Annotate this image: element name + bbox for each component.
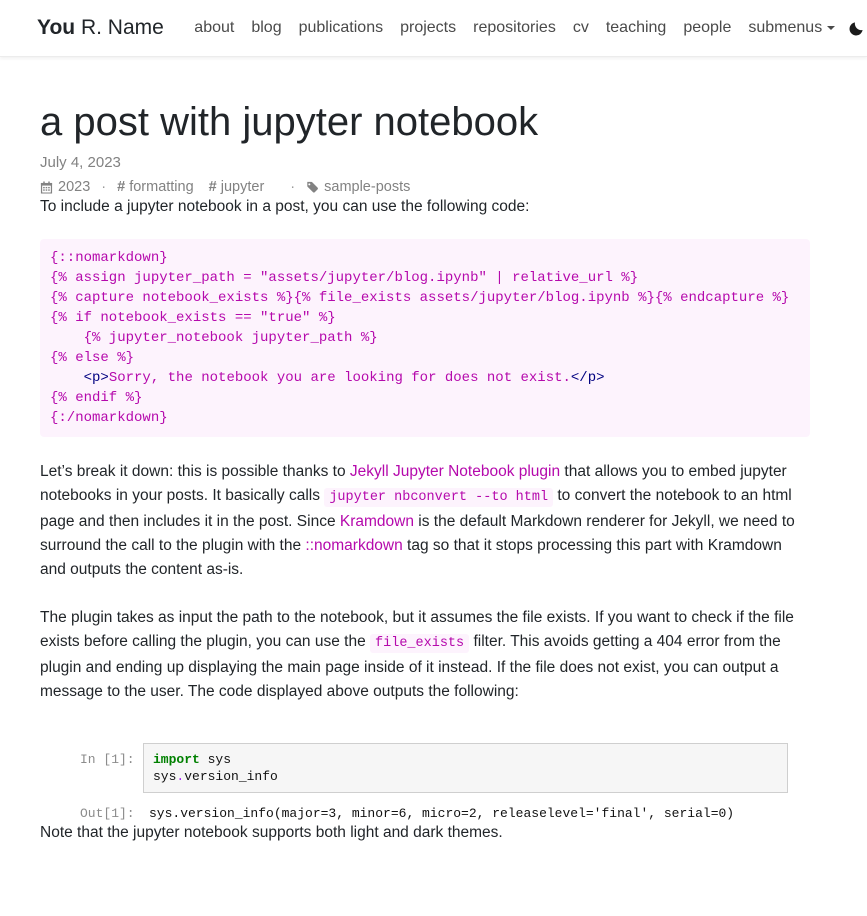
nav-item-teaching[interactable]: teaching (605, 19, 667, 36)
meta-separator: · (101, 179, 107, 195)
code-token: Sorry, the notebook you are looking for does not exist. (108, 370, 571, 386)
nav-menu (186, 13, 844, 43)
code-line (50, 368, 800, 388)
code-token: <p> (83, 370, 109, 386)
code-line (50, 308, 800, 328)
chevron-down-icon (827, 26, 835, 30)
nav-item-repositories[interactable]: repositories (473, 19, 556, 36)
code-token: {% else %} (50, 350, 135, 366)
inline-code: jupyter nbconvert --to html (324, 488, 553, 507)
category-link-jupyter[interactable] (209, 179, 265, 195)
nav-item-cv[interactable]: cv (572, 19, 589, 36)
nav-item-projects[interactable]: projects (400, 19, 457, 36)
dark-mode-toggle[interactable] (844, 16, 867, 41)
meta-year-link[interactable]: 2023 (58, 179, 91, 195)
code-token: . (176, 769, 185, 784)
brand-first-name: You (37, 16, 76, 39)
code-token (50, 370, 84, 386)
nav-item-people[interactable]: people (683, 19, 732, 36)
paragraph-plugin (40, 606, 810, 704)
code-token: {% capture notebook_exists %}{% file_exists assets/jupyter/blog.ipynb %}{% endcapture %} (50, 290, 790, 306)
code-line (50, 328, 800, 348)
text-run: filter. This avoids getting a 404 error from the plugin and ending up displaying the main page inside of it instead. If the file does not exist, you can output a message to the user. The code displayed above outputs the following: (40, 633, 781, 700)
text-run: that allows you to embed jupyter notebooks in your posts. It basically calls (40, 463, 787, 504)
liquid-code-block (40, 239, 810, 437)
code-line (50, 268, 800, 288)
code-token: import (153, 752, 200, 767)
moon-icon (848, 25, 865, 40)
code-line (50, 388, 800, 408)
nav-item-blog[interactable]: blog (251, 19, 282, 36)
code-token: {::nomarkdown} (50, 250, 168, 266)
text-run: Let’s break it down: this is possible thanks to (40, 463, 350, 480)
navbar (0, 0, 867, 57)
code-token: {% assign jupyter_path = "assets/jupyter/blog.ipynb" | relative_url %} (50, 270, 639, 286)
brand-last-name: R. Name (75, 16, 164, 39)
notebook-output-area (80, 806, 810, 821)
page-title: a post with jupyter notebook (40, 100, 539, 144)
paragraph-note: Note that the jupyter notebook supports both light and dark themes. (40, 824, 503, 841)
meta-separator: · (290, 179, 296, 195)
output-text: sys.version_info(major=3, minor=6, micro=2, releaselevel='final', serial=0) (149, 806, 735, 821)
notebook-code-line (153, 751, 778, 768)
calendar-icon (40, 181, 53, 194)
code-token: {% if notebook_exists == "true" %} (50, 310, 336, 326)
nav-item-submenus[interactable]: submenus (740, 13, 844, 43)
input-code-cell (143, 743, 788, 793)
inline-link[interactable]: Kramdown (339, 513, 414, 530)
category-label[interactable]: formatting (129, 179, 194, 195)
code-token: sys (199, 752, 232, 767)
text-run: to convert the notebook to an html page and then includes it in the post. Since (40, 487, 792, 530)
post-container (40, 57, 810, 845)
code-token: {% jupyter_notebook jupyter_path %} (50, 330, 378, 346)
nav-item-about[interactable]: about (194, 19, 235, 36)
text-run: tag so that it stops processing this part with Kramdown and outputs the content as-is. (40, 537, 782, 578)
post-date: July 4, 2023 (40, 154, 121, 171)
inline-code: file_exists (370, 634, 469, 653)
input-prompt: In [1]: (80, 752, 135, 767)
paragraph-breakdown (40, 460, 810, 582)
code-line (50, 288, 800, 308)
code-token: </p> (570, 370, 605, 386)
code-token: version_info (184, 769, 278, 784)
inline-link[interactable]: ::nomarkdown (305, 537, 403, 554)
tag-icon (306, 181, 319, 194)
code-line (50, 248, 800, 268)
code-line (50, 348, 800, 368)
notebook-input-area (80, 743, 810, 793)
inline-link[interactable]: Jekyll Jupyter Notebook plugin (349, 463, 561, 480)
text-run: The plugin takes as input the path to the notebook, but it assumes the file exists. If you want to check if the file exists before calling the plugin, you can use the (40, 609, 794, 650)
code-line (50, 408, 800, 428)
notebook-code-line (153, 768, 778, 785)
code-token: {:/nomarkdown} (50, 410, 168, 426)
category-link-formatting[interactable] (117, 179, 194, 195)
code-token: sys (153, 769, 177, 784)
tag-link[interactable]: sample-posts (324, 179, 411, 195)
category-label[interactable]: jupyter (220, 179, 265, 195)
jupyter-notebook-embed (80, 743, 810, 821)
code-token: {% endif %} (50, 390, 143, 406)
paragraph-intro: To include a jupyter notebook in a post, you can use the following code: (40, 198, 530, 215)
hash-icon: # (117, 179, 126, 195)
nav-item-publications[interactable]: publications (298, 19, 384, 36)
post-meta (40, 179, 810, 195)
output-prompt: Out[1]: (80, 806, 135, 821)
site-brand[interactable] (37, 16, 164, 40)
text-run: is the default Markdown renderer for Jekyll, we need to surround the call to the plugin with the (40, 513, 795, 554)
hash-icon: # (208, 179, 217, 195)
